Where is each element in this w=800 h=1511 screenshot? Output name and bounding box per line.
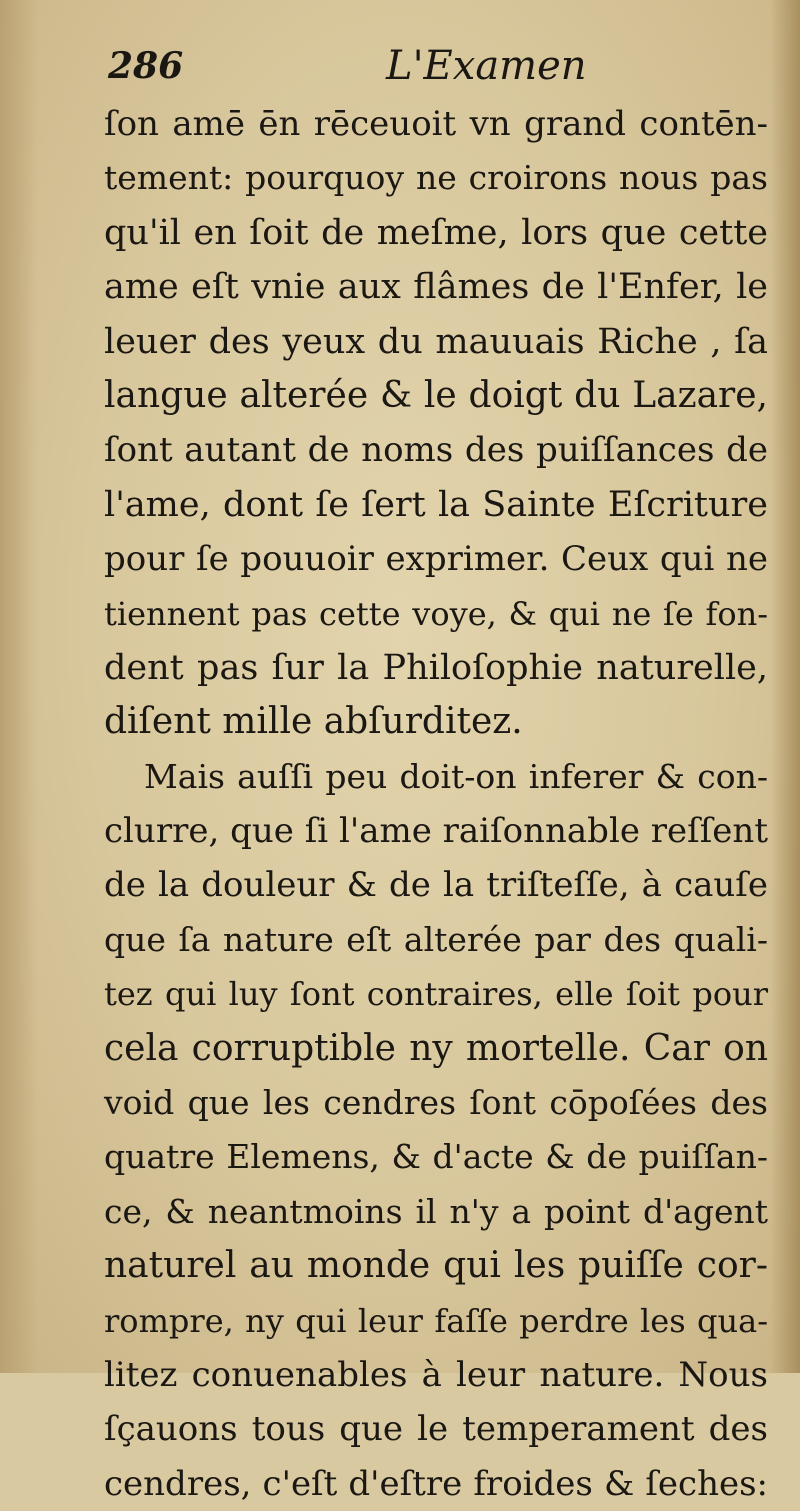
- text-line: langue alterée & le doigt du Lazare,: [104, 374, 768, 416]
- running-head: [108, 40, 708, 92]
- text-line: tiennent pas cette voye, & qui ne ſe fon-: [104, 594, 768, 633]
- text-line: ce, & neantmoins il n'y a point d'agent: [104, 1191, 768, 1231]
- text-line: void que les cendres ſont cōpoſées des: [104, 1083, 768, 1123]
- text-line: ſçauons tous que le temperament des: [104, 1409, 768, 1450]
- page-number: 286: [108, 45, 184, 87]
- text-line: de la douleur & de la triſteſſe, à cauſe: [104, 865, 768, 906]
- page-edge-shadow-left: [0, 0, 38, 1373]
- text-line: l'ame, dont ſe ſert la Sainte Eſcriture: [104, 484, 768, 525]
- text-line: que ſa nature eſt alterée par des quali-: [104, 919, 768, 959]
- text-line: quatre Elemens, & d'acte & de puiſſan-: [104, 1137, 768, 1177]
- text-line: ame eſt vnie aux flâmes de l'Enfer, le: [104, 267, 768, 308]
- text-line: tement: pourquoy ne croirons nous pas: [104, 158, 768, 198]
- text-line: dent pas ſur la Philoſophie naturelle,: [104, 647, 768, 688]
- paragraph-1: [104, 97, 768, 750]
- body-text: [104, 97, 768, 1511]
- paragraph-2: [104, 750, 768, 1511]
- text-line: ſon amē ēn rēceuoit vn grand contēn-: [104, 104, 768, 144]
- text-line: rompre, ny qui leur faſſe perdre les qua-: [104, 1301, 768, 1340]
- text-line: ſont autant de noms des puiſſances de: [104, 430, 768, 471]
- text-line: clurre, que ſi l'ame raiſonnable reſſent: [104, 811, 768, 852]
- text-line: leuer des yeux du mauuais Riche , ſa: [104, 321, 768, 362]
- text-line: cela corruptible ny mortelle. Car on: [104, 1027, 768, 1069]
- running-title: L'Examen: [386, 43, 587, 89]
- text-line: tez qui luy ſont contraires, elle ſoit pour: [104, 975, 768, 1014]
- text-line: diſent mille abſurditez.: [104, 701, 523, 743]
- text-line: pour ſe pouuoir exprimer. Ceux qui ne: [104, 539, 768, 580]
- text-line: cendres, c'eſt d'eſtre froides & ſeches:: [104, 1463, 768, 1504]
- text-line: Mais auſſi peu doit-on inferer & con-: [144, 756, 768, 796]
- page-edge-shadow-right: [770, 0, 800, 1373]
- text-line: naturel au monde qui les puiſſe cor-: [104, 1245, 768, 1287]
- text-line: litez conuenables à leur nature. Nous: [104, 1354, 768, 1395]
- text-line: qu'il en ſoit de meſme, lors que cette: [104, 212, 768, 253]
